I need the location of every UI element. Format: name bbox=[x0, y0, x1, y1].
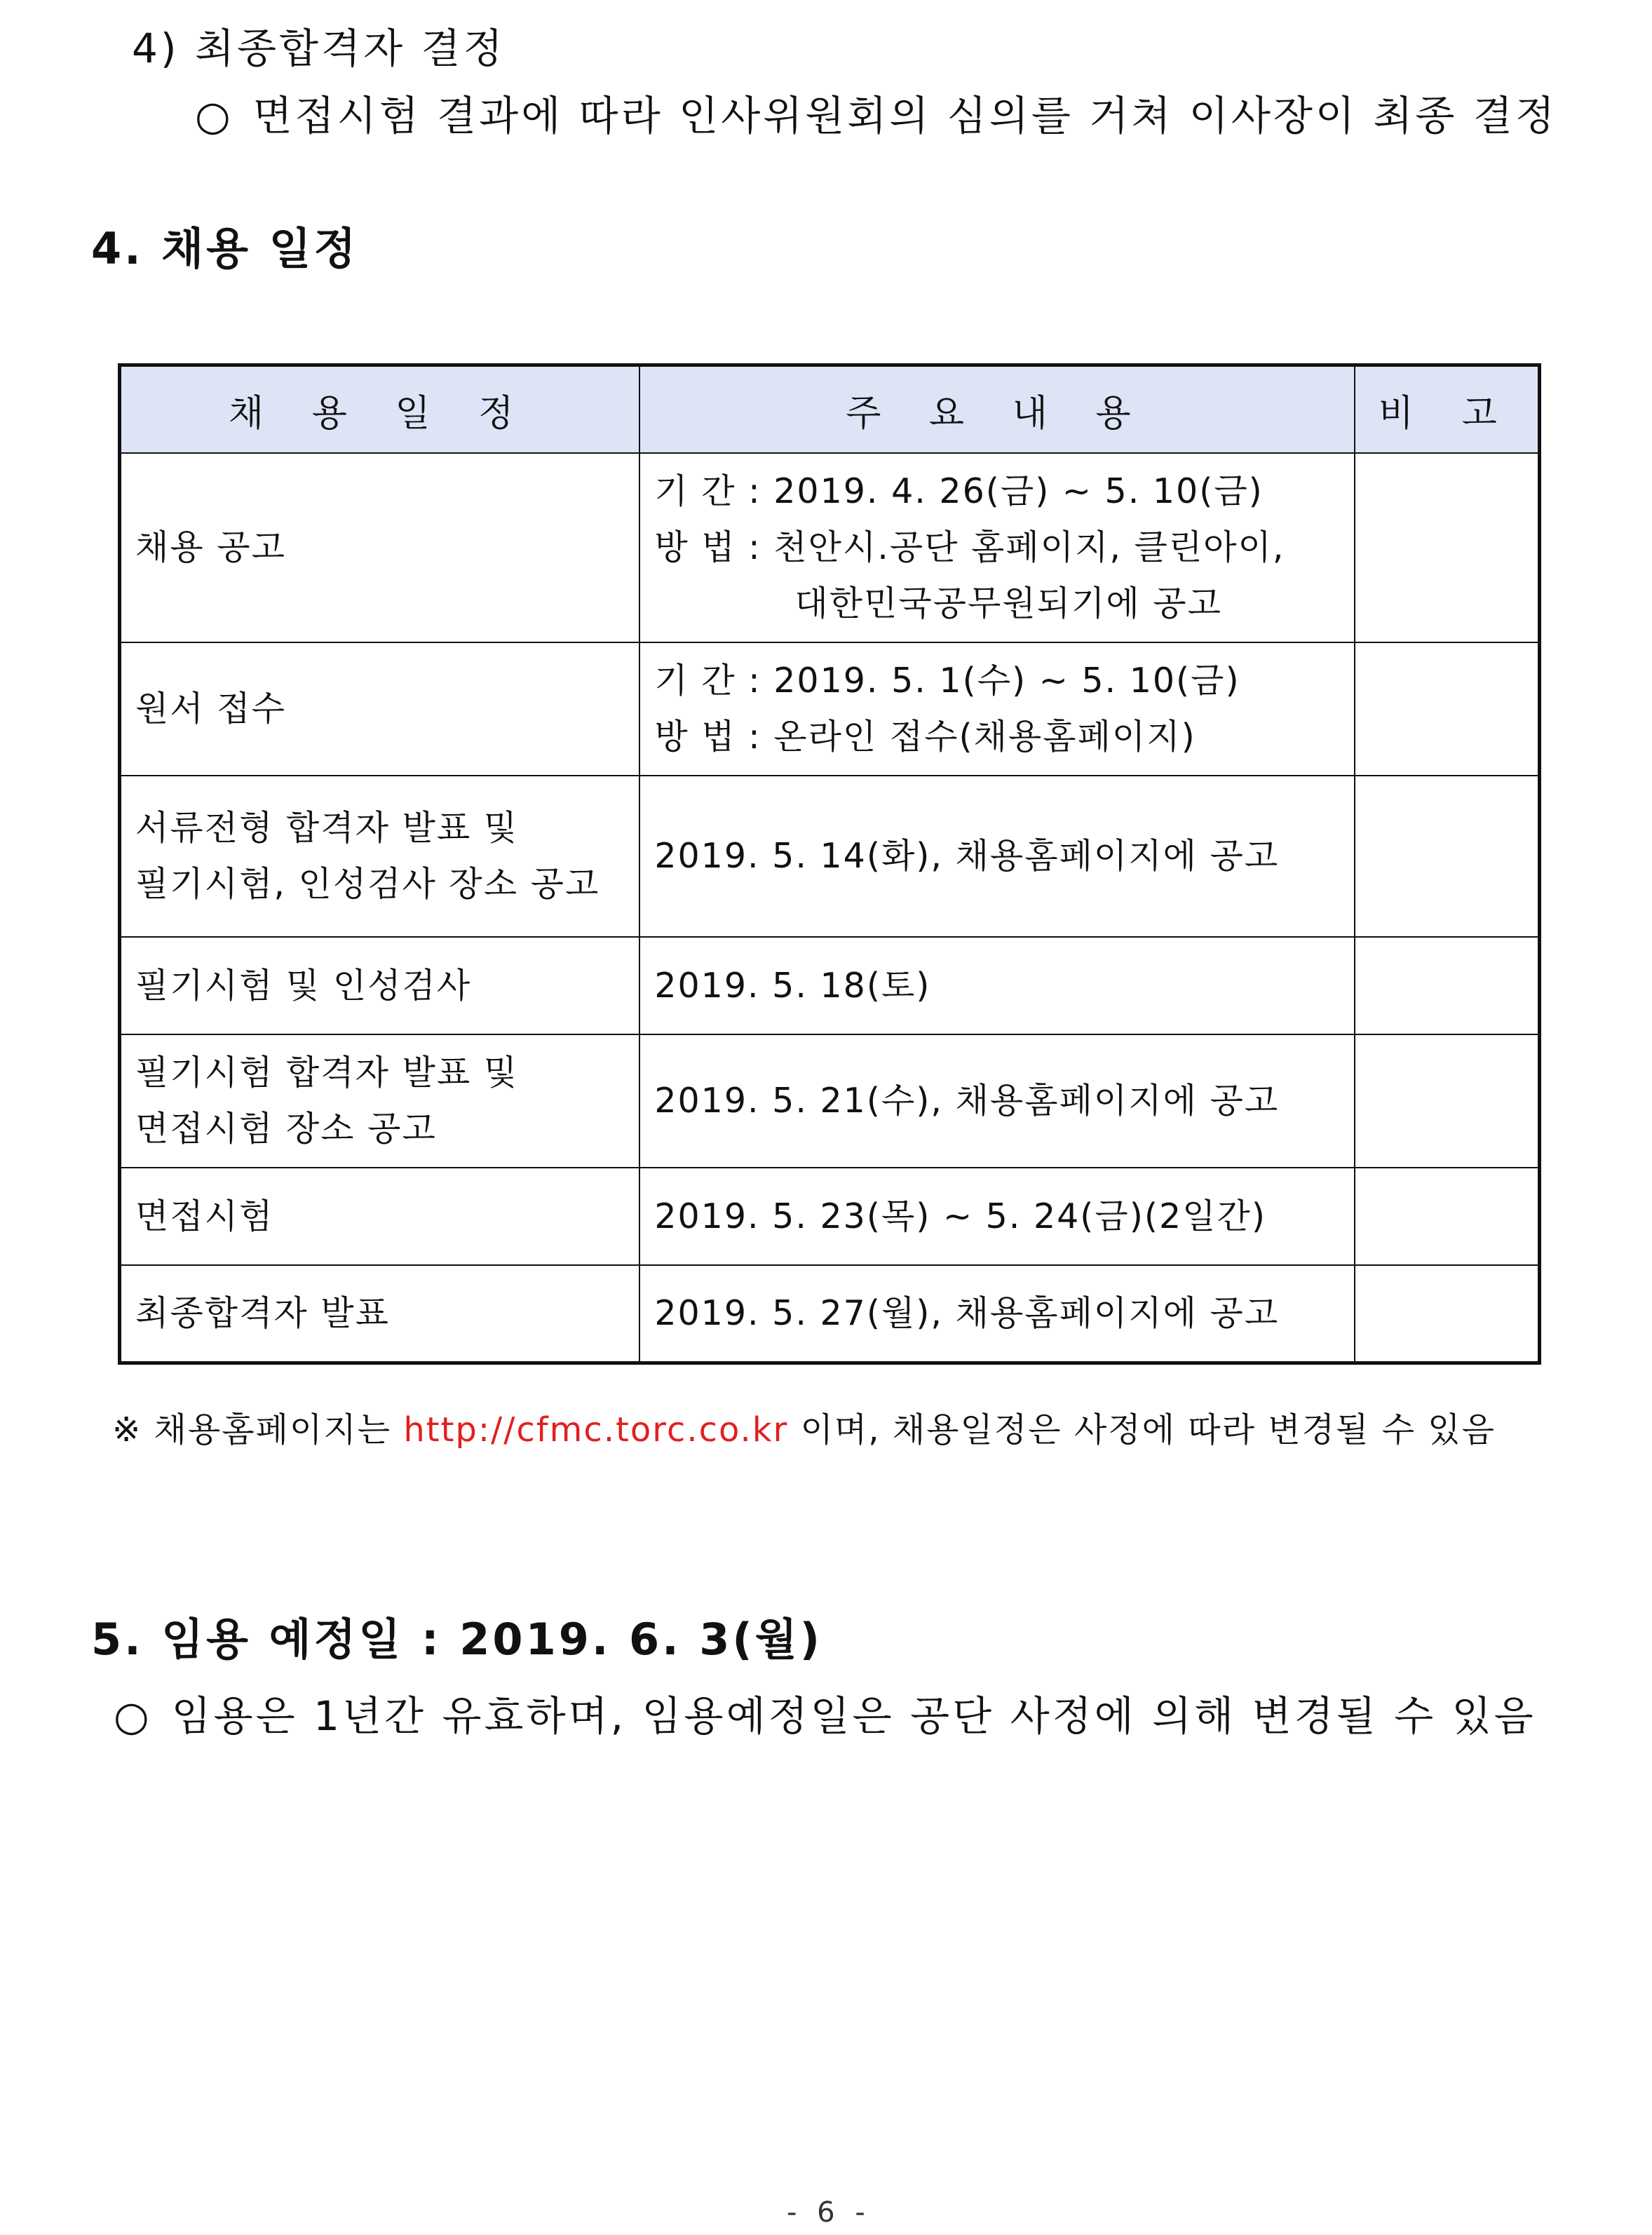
content-cell bbox=[639, 1265, 1355, 1363]
content-cell bbox=[639, 453, 1355, 642]
schedule-text: 면접시험 bbox=[135, 1196, 274, 1236]
footnote-prefix: ※ 채용홈페이지는 bbox=[112, 1410, 392, 1450]
table-row bbox=[120, 1265, 1540, 1363]
schedule-text: 채용 공고 bbox=[135, 527, 286, 567]
content-text: 방 법 : 온라인 접수(채용홈페이지) bbox=[654, 717, 1196, 757]
page-number: - 6 - bbox=[787, 2196, 871, 2229]
note-cell bbox=[1355, 1034, 1539, 1168]
note-cell bbox=[1355, 1168, 1539, 1265]
content-cell bbox=[639, 776, 1355, 937]
content-cell bbox=[639, 642, 1355, 776]
note-cell bbox=[1355, 776, 1539, 937]
schedule-cell bbox=[120, 453, 640, 642]
sub-heading-final-decision: 4) 최종합격자 결정 bbox=[132, 25, 506, 72]
table-row bbox=[120, 1168, 1540, 1265]
footnote-suffix: 이며, 채용일정은 사정에 따라 변경될 수 있음 bbox=[800, 1410, 1496, 1450]
header-content: 주 요 내 용 bbox=[639, 365, 1355, 454]
table-row bbox=[120, 937, 1540, 1034]
schedule-text: 원서 접수 bbox=[135, 689, 286, 729]
note-cell bbox=[1355, 453, 1539, 642]
content-text: 2019. 5. 27(월), 채용홈페이지에 공고 bbox=[654, 1292, 1280, 1333]
schedule-cell bbox=[120, 642, 640, 776]
section-title-appointment-date: 5. 임용 예정일 : 2019. 6. 3(월) bbox=[91, 1614, 822, 1665]
table-row bbox=[120, 1034, 1540, 1168]
schedule-cell bbox=[120, 1265, 640, 1363]
schedule-text: 필기시험 및 인성검사 bbox=[135, 965, 472, 1006]
content-text: 2019. 5. 14(화), 채용홈페이지에 공고 bbox=[654, 836, 1280, 876]
section-title-schedule: 4. 채용 일정 bbox=[91, 223, 359, 274]
table-row bbox=[120, 453, 1540, 642]
header-note: 비 고 bbox=[1355, 365, 1539, 454]
content-text: 2019. 5. 23(목) ~ 5. 24(금)(2일간) bbox=[654, 1196, 1266, 1236]
schedule-text: 면접시험 장소 공고 bbox=[135, 1109, 437, 1149]
circle-bullet-icon: ○ bbox=[114, 1692, 152, 1740]
schedule-text: 서류전형 합격자 발표 및 bbox=[135, 808, 519, 848]
content-cell bbox=[639, 1168, 1355, 1265]
schedule-text: 최종합격자 발표 bbox=[135, 1292, 390, 1333]
schedule-table bbox=[118, 363, 1541, 1365]
homepage-link[interactable]: http://cfmc.torc.co.kr bbox=[403, 1410, 789, 1450]
note-cell bbox=[1355, 937, 1539, 1034]
table-footnote bbox=[112, 1403, 1496, 1451]
content-text: 대한민국공무원되기에 공고 bbox=[794, 583, 1222, 623]
content-text: 2019. 5. 21(수), 채용홈페이지에 공고 bbox=[654, 1081, 1280, 1121]
appointment-text: 임용은 1년간 유효하며, 임용예정일은 공단 사정에 의해 변경될 수 있음 bbox=[171, 1692, 1536, 1740]
table-header-row bbox=[120, 365, 1540, 454]
note-cell bbox=[1355, 642, 1539, 776]
schedule-cell bbox=[120, 1168, 640, 1265]
schedule-text: 필기시험, 인성검사 장소 공고 bbox=[135, 864, 600, 904]
appointment-bullet bbox=[114, 1683, 1536, 1742]
content-cell bbox=[639, 1034, 1355, 1168]
schedule-cell bbox=[120, 937, 640, 1034]
header-schedule: 채 용 일 정 bbox=[120, 365, 640, 454]
schedule-text: 필기시험 합격자 발표 및 bbox=[135, 1053, 519, 1093]
content-text: 기 간 : 2019. 5. 1(수) ~ 5. 10(금) bbox=[654, 661, 1240, 701]
note-cell bbox=[1355, 1265, 1539, 1363]
content-text: 기 간 : 2019. 4. 26(금) ~ 5. 10(금) bbox=[654, 471, 1264, 511]
final-decision-text: 면접시험 결과에 따라 인사위원회의 심의를 거쳐 이사장이 최종 결정 bbox=[252, 92, 1557, 140]
content-text: 방 법 : 천안시.공단 홈페이지, 클린아이, bbox=[654, 527, 1285, 567]
circle-bullet-icon: ○ bbox=[195, 92, 233, 140]
table-row bbox=[120, 776, 1540, 937]
schedule-cell bbox=[120, 776, 640, 937]
schedule-cell bbox=[120, 1034, 640, 1168]
final-decision-bullet bbox=[195, 83, 1557, 142]
table-row bbox=[120, 642, 1540, 776]
content-text: 2019. 5. 18(토) bbox=[654, 965, 931, 1006]
content-cell bbox=[639, 937, 1355, 1034]
